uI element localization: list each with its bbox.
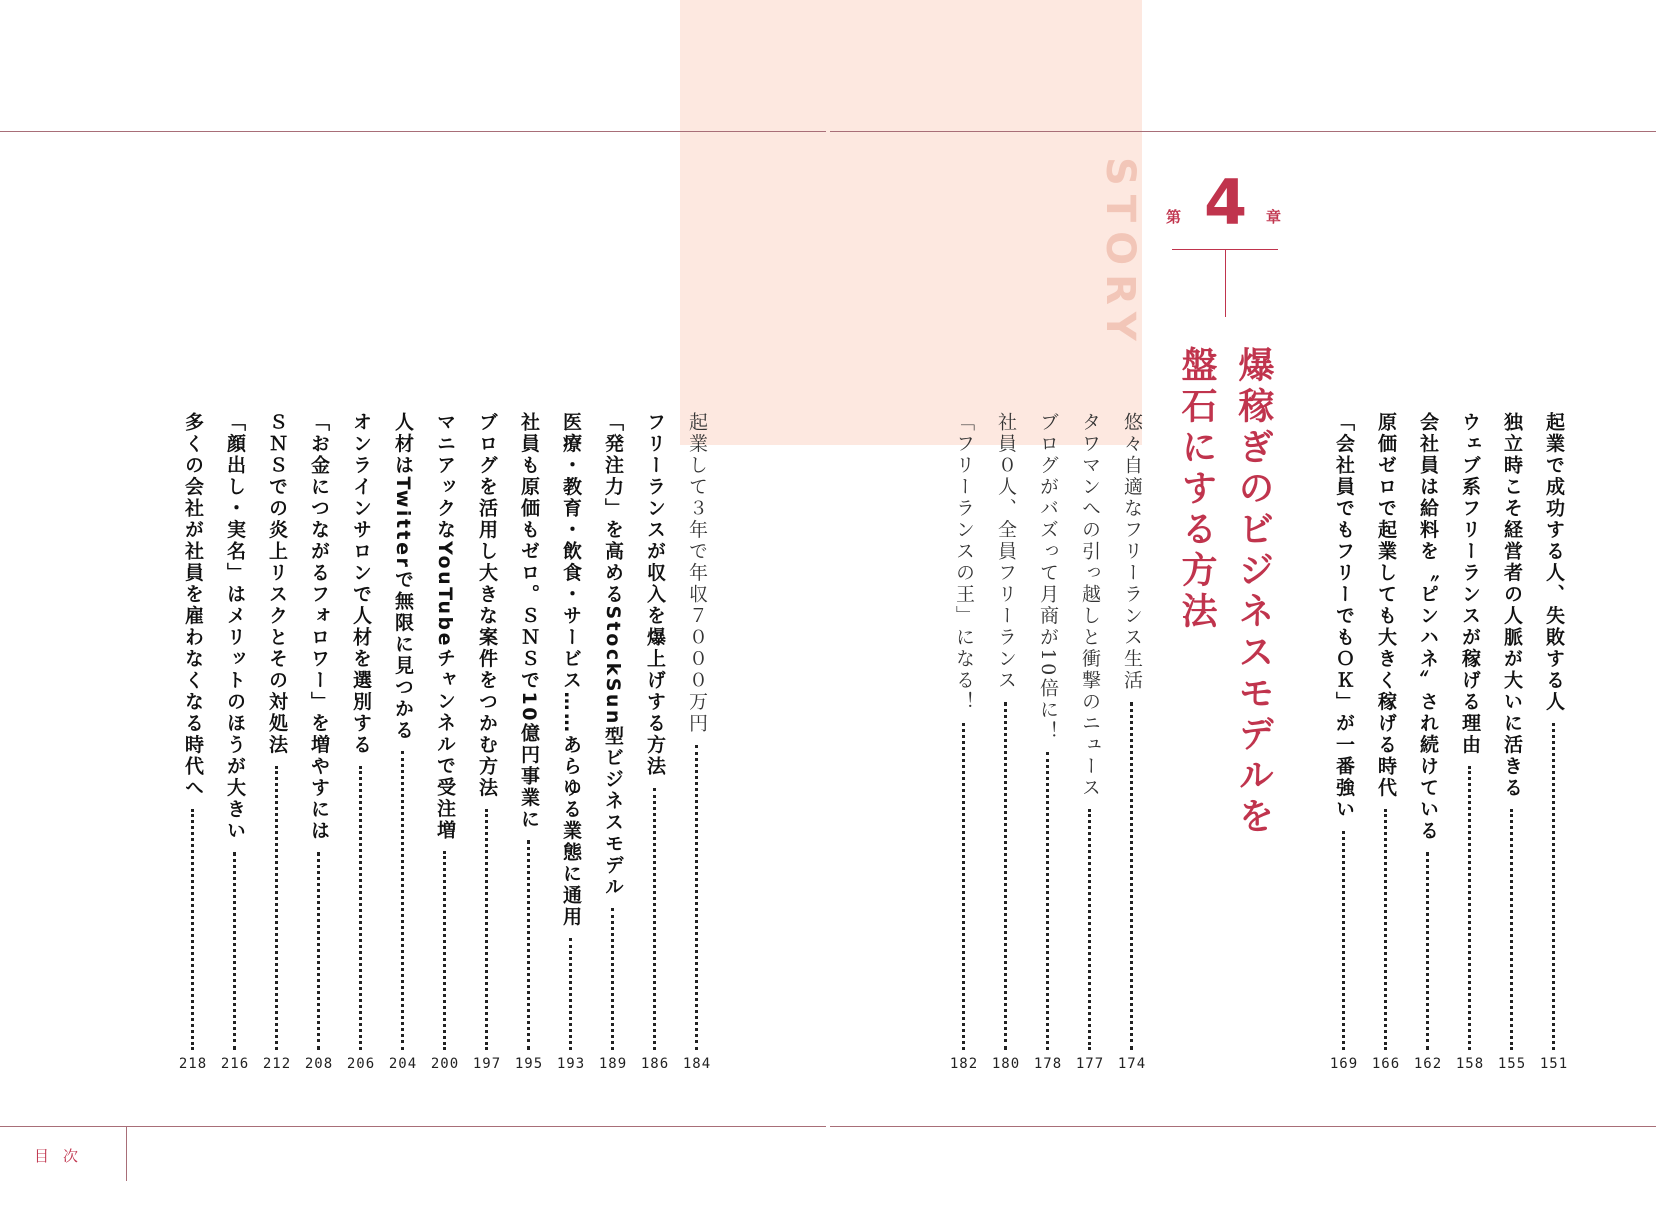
leader-dots (443, 851, 446, 1050)
toc-entry-title: 「発注力」を高めるStockSun型ビジネスモデル (602, 412, 624, 898)
leader-dots (1426, 852, 1429, 1050)
toc-entry-title: 起業で成功する人、失敗する人 (1543, 412, 1565, 713)
chapter-title-line-1: 爆稼ぎのビジネスモデルを (1233, 346, 1274, 838)
toc-entry-title: ブログを活用し大きな案件をつかむ方法 (476, 412, 498, 799)
toc-entry-page: 195 (514, 1056, 544, 1072)
top-rule-right (830, 131, 1656, 132)
toc-entry-page: 212 (262, 1056, 292, 1072)
toc-entry-page: 158 (1455, 1056, 1485, 1072)
toc-entry-page: 186 (640, 1056, 670, 1072)
toc-entry-page: 204 (388, 1056, 418, 1072)
toc-entry-page: 169 (1329, 1056, 1359, 1072)
leader-dots (485, 809, 488, 1050)
leader-dots (962, 723, 965, 1050)
toc-entry-title: 社員も原価もゼロ。ＳＮＳで10億円事業に (518, 412, 540, 831)
toc-entry-title: 会社員は給料を〝ピンハネ〟され続けている (1417, 412, 1439, 842)
toc-entry-title: ＳＮＳでの炎上リスクとその対処法 (266, 412, 288, 756)
story-entry-page: 177 (1075, 1056, 1105, 1072)
toc-entry-title: 医療・教育・飲食・サービス……あらゆる業態に通用 (560, 412, 582, 928)
toc-entry-title: 独立時こそ経営者の人脈が大いに活きる (1501, 412, 1523, 799)
leader-dots (569, 938, 572, 1050)
story-label: STORY (1097, 157, 1143, 350)
bottom-rule-left (0, 1126, 826, 1127)
story-entry-page: 182 (949, 1056, 979, 1072)
toc-entry-page: 208 (304, 1056, 334, 1072)
leader-dots (1004, 702, 1007, 1050)
story-entry-title: タワマンへの引っ越しと衝撃のニュース (1079, 412, 1101, 799)
story-entry-page: 184 (682, 1056, 712, 1072)
toc-entry-page: 216 (220, 1056, 250, 1072)
chapter-title-line-2: 盤石にする方法 (1176, 346, 1217, 633)
leader-dots (191, 809, 194, 1050)
footer-divider (126, 1127, 127, 1181)
leader-dots (653, 788, 656, 1050)
leader-dots (1468, 766, 1471, 1050)
leader-dots (317, 852, 320, 1050)
toc-entry-title: フリーランスが収入を爆上げする方法 (644, 412, 666, 778)
toc-entry-page: 200 (430, 1056, 460, 1072)
leader-dots (1046, 752, 1049, 1050)
chapter-prefix: 第 (1166, 208, 1182, 226)
leader-dots (233, 852, 236, 1050)
toc-entry-title: 「顔出し・実名」はメリットのほうが大きい (224, 412, 246, 842)
toc-entry-page: 218 (178, 1056, 208, 1072)
toc-entry-page: 166 (1371, 1056, 1401, 1072)
chapter-number: 4 (1204, 166, 1248, 239)
toc-entry-page: 206 (346, 1056, 376, 1072)
leader-dots (401, 751, 404, 1050)
toc-entry-title: 「お金につながるフォロワー」を増やすには (308, 412, 330, 842)
story-entry-title: ブログがバズって月商が10倍に！ (1037, 412, 1059, 743)
toc-entry-title: 多くの会社が社員を雇わなくなる時代へ (182, 412, 204, 799)
story-entry-title: 社員０人、全員フリーランス (995, 412, 1017, 692)
leader-dots (1130, 702, 1133, 1050)
story-entry-page: 178 (1033, 1056, 1063, 1072)
toc-entry-page: 155 (1497, 1056, 1527, 1072)
leader-dots (695, 745, 698, 1050)
pink-background-band (680, 0, 1142, 445)
toc-entry-title: 「会社員でもフリーでもＯＫ」が一番強い (1333, 412, 1355, 821)
leader-dots (1552, 723, 1555, 1050)
toc-entry-page: 162 (1413, 1056, 1443, 1072)
toc-entry-title: 人材はTwitterで無限に見つかる (392, 412, 414, 742)
bottom-rule-right (830, 1126, 1656, 1127)
leader-dots (1510, 809, 1513, 1050)
leader-dots (1384, 809, 1387, 1050)
leader-dots (1088, 809, 1091, 1050)
chapter-suffix: 章 (1266, 208, 1282, 226)
toc-entry-page: 189 (598, 1056, 628, 1072)
story-entry-page: 180 (991, 1056, 1021, 1072)
leader-dots (359, 766, 362, 1050)
toc-entry-title: オンラインサロンで人材を選別する (350, 412, 372, 756)
toc-entry-page: 197 (472, 1056, 502, 1072)
story-entry-title: 「フリーランスの王」になる！ (953, 412, 975, 713)
chapter-rule-vertical (1225, 249, 1226, 317)
toc-entry-page: 193 (556, 1056, 586, 1072)
toc-entry-title: マニアックなYouTubeチャンネルで受注増 (434, 412, 456, 842)
leader-dots (611, 908, 614, 1050)
story-entry-title: 悠々自適なフリーランス生活 (1121, 412, 1143, 692)
toc-entry-title: ウェブ系フリーランスが稼げる理由 (1459, 412, 1481, 756)
story-entry-title: 起業して３年で年収７０００万円 (686, 412, 708, 735)
chapter-number-block (1160, 166, 1290, 242)
story-entry-page: 174 (1117, 1056, 1147, 1072)
leader-dots (275, 766, 278, 1050)
leader-dots (527, 840, 530, 1050)
top-rule-left (0, 131, 826, 132)
toc-entry-title: 原価ゼロで起業しても大きく稼げる時代 (1375, 412, 1397, 799)
footer-label: 目次 (34, 1147, 93, 1165)
toc-entry-page: 151 (1539, 1056, 1569, 1072)
leader-dots (1342, 831, 1345, 1050)
